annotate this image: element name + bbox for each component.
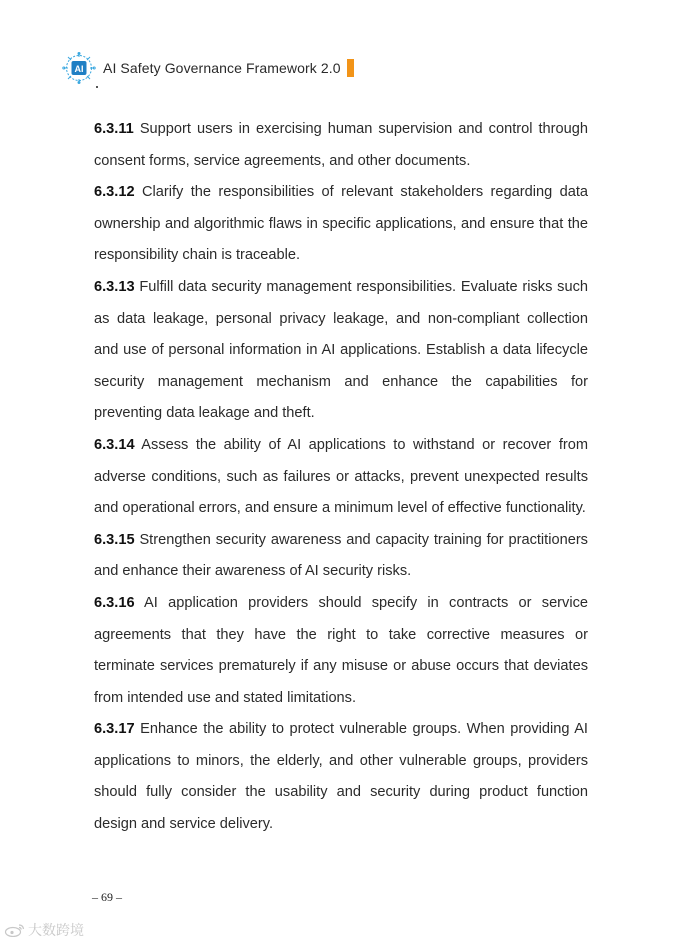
watermark-text: 大数跨境 <box>28 922 84 938</box>
section-text: AI application providers should specify in contracts or service agreements that they have the right to take corrective measures or terminate services prematurely if any misuse or abuse occurs that deviates from intended use and stated limitations. <box>94 594 588 706</box>
section-number: 6.3.17 <box>94 721 135 738</box>
page-number: – 69 – <box>92 890 122 904</box>
section-number: 6.3.16 <box>94 594 135 611</box>
section-6-3-12 <box>94 177 588 272</box>
watermark <box>4 920 84 940</box>
weibo-icon <box>4 923 26 937</box>
page-header <box>62 52 354 84</box>
section-text: Assess the ability of AI applications to withstand or recover from adverse conditions, such as failures or attacks, prevent unexpected results and operational errors, and ensure a minimum level of effective functionality. <box>94 436 589 517</box>
document-body <box>94 114 588 841</box>
section-6-3-11 <box>94 114 588 177</box>
section-number: 6.3.11 <box>94 121 134 137</box>
header-dot <box>96 86 98 88</box>
section-text: Fulfill data security management responsibilities. Evaluate risks such as data leakage, personal privacy leakage, and non-compliant collection and use of personal information in AI applications. Establish a data lifecycle security management mechanism and enhance the capabilities for preventing data leakage and theft. <box>94 278 588 422</box>
header-accent-bar <box>347 59 354 77</box>
section-number: 6.3.14 <box>94 436 135 453</box>
section-number: 6.3.12 <box>94 184 135 201</box>
section-6-3-14 <box>94 430 588 525</box>
section-6-3-13 <box>94 272 588 430</box>
section-text: Clarify the responsibilities of relevant stakeholders regarding data ownership and algorithmic flaws in specific applications, and ensure that the responsibility chain is traceable. <box>94 184 588 264</box>
ai-chip-icon <box>62 52 96 84</box>
section-text: Enhance the ability to protect vulnerable groups. When providing AI applications to minors, the elderly, and other vulnerable groups, providers should fully consider the usability and security during product function design and service delivery. <box>94 721 588 833</box>
section-6-3-16 <box>94 588 588 714</box>
document-title: AI Safety Governance Framework 2.0 <box>103 60 341 76</box>
section-text: Support users in exercising human supervision and control through consent forms, service agreements, and other documents. <box>94 121 588 169</box>
section-6-3-15 <box>94 525 588 588</box>
logo-text: AI <box>74 64 84 74</box>
section-6-3-17 <box>94 714 588 840</box>
section-number: 6.3.15 <box>94 531 135 548</box>
section-number: 6.3.13 <box>94 278 135 295</box>
section-text: Strengthen security awareness and capacity training for practitioners and enhance their awareness of AI security risks. <box>94 531 588 580</box>
